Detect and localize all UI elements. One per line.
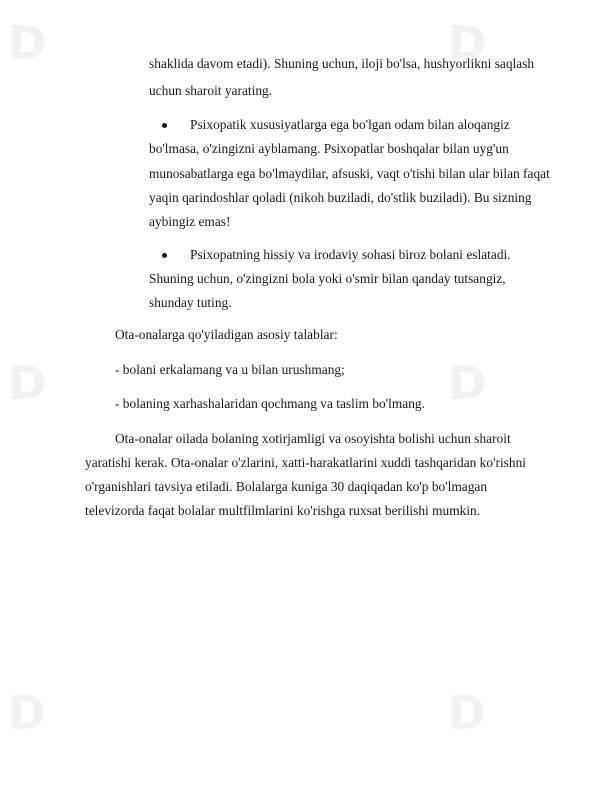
- requirement-item: - bolani erkalamang va u bilan urushmang;: [115, 362, 345, 377]
- watermark: D: [8, 16, 47, 70]
- paragraph-line: o'rganishlari tavsiya etiladi. Bolalarga kuniga 30 daqiqadan ko'p bo'lmagan: [85, 479, 488, 494]
- requirement-item: - bolaning xarhashalaridan qochmang va taslim bo'lmang.: [115, 396, 425, 411]
- watermark: D: [8, 356, 47, 410]
- paragraph-line: uchun sharoit yarating.: [149, 83, 273, 98]
- bullet-line: Psixopatik xususiyatlarga ega bo'lgan odam bilan aloqangiz: [190, 117, 510, 132]
- paragraph-line: yaratishi kerak. Ota-onalar o'zlarini, xatti-harakatlarini xuddi tashqaridan ko'rishni: [85, 455, 526, 470]
- bullet-line: Psixopatning hissiy va irodaviy sohasi biroz bolani eslatadi.: [190, 247, 511, 262]
- bullet-line: munosabatlarga ega bo'lmaydilar, afsuski, vaqt o'tishi bilan ular bilan faqat: [149, 166, 550, 181]
- bullet-line: aybingiz emas!: [149, 214, 231, 229]
- requirements-title: Ota-onalarga qo'yiladigan asosiy talablar:: [115, 327, 338, 342]
- watermark: D: [448, 16, 487, 70]
- bullet-line: bo'lmasa, o'zingizni ayblamang. Psixopatlar boshqalar bilan uyg'un: [149, 141, 509, 156]
- watermark: D: [448, 356, 487, 410]
- bullet-line: yaqin qarindoshlar qoladi (nikoh buziladi, do'stlik buziladi). Bu sizning: [149, 190, 532, 205]
- bullet-line: Shuning uchun, o'zingizni bola yoki o'smir bilan qanday tutsangiz,: [149, 271, 506, 286]
- paragraph-line: shaklida davom etadi). Shuning uchun, iloji bo'lsa, hushyorlikni saqlash: [149, 56, 535, 71]
- watermark: D: [8, 686, 47, 740]
- paragraph-line: Ota-onalar oilada bolaning xotirjamligi va osoyishta bolishi uchun sharoit: [115, 431, 511, 446]
- bullet-icon: [162, 253, 167, 258]
- bullet-line: shunday tuting.: [149, 295, 232, 310]
- watermark: D: [448, 686, 487, 740]
- paragraph-line: televizorda faqat bolalar multfilmlarini ko'rishga ruxsat berilishi mumkin.: [85, 503, 481, 518]
- bullet-icon: [162, 123, 167, 128]
